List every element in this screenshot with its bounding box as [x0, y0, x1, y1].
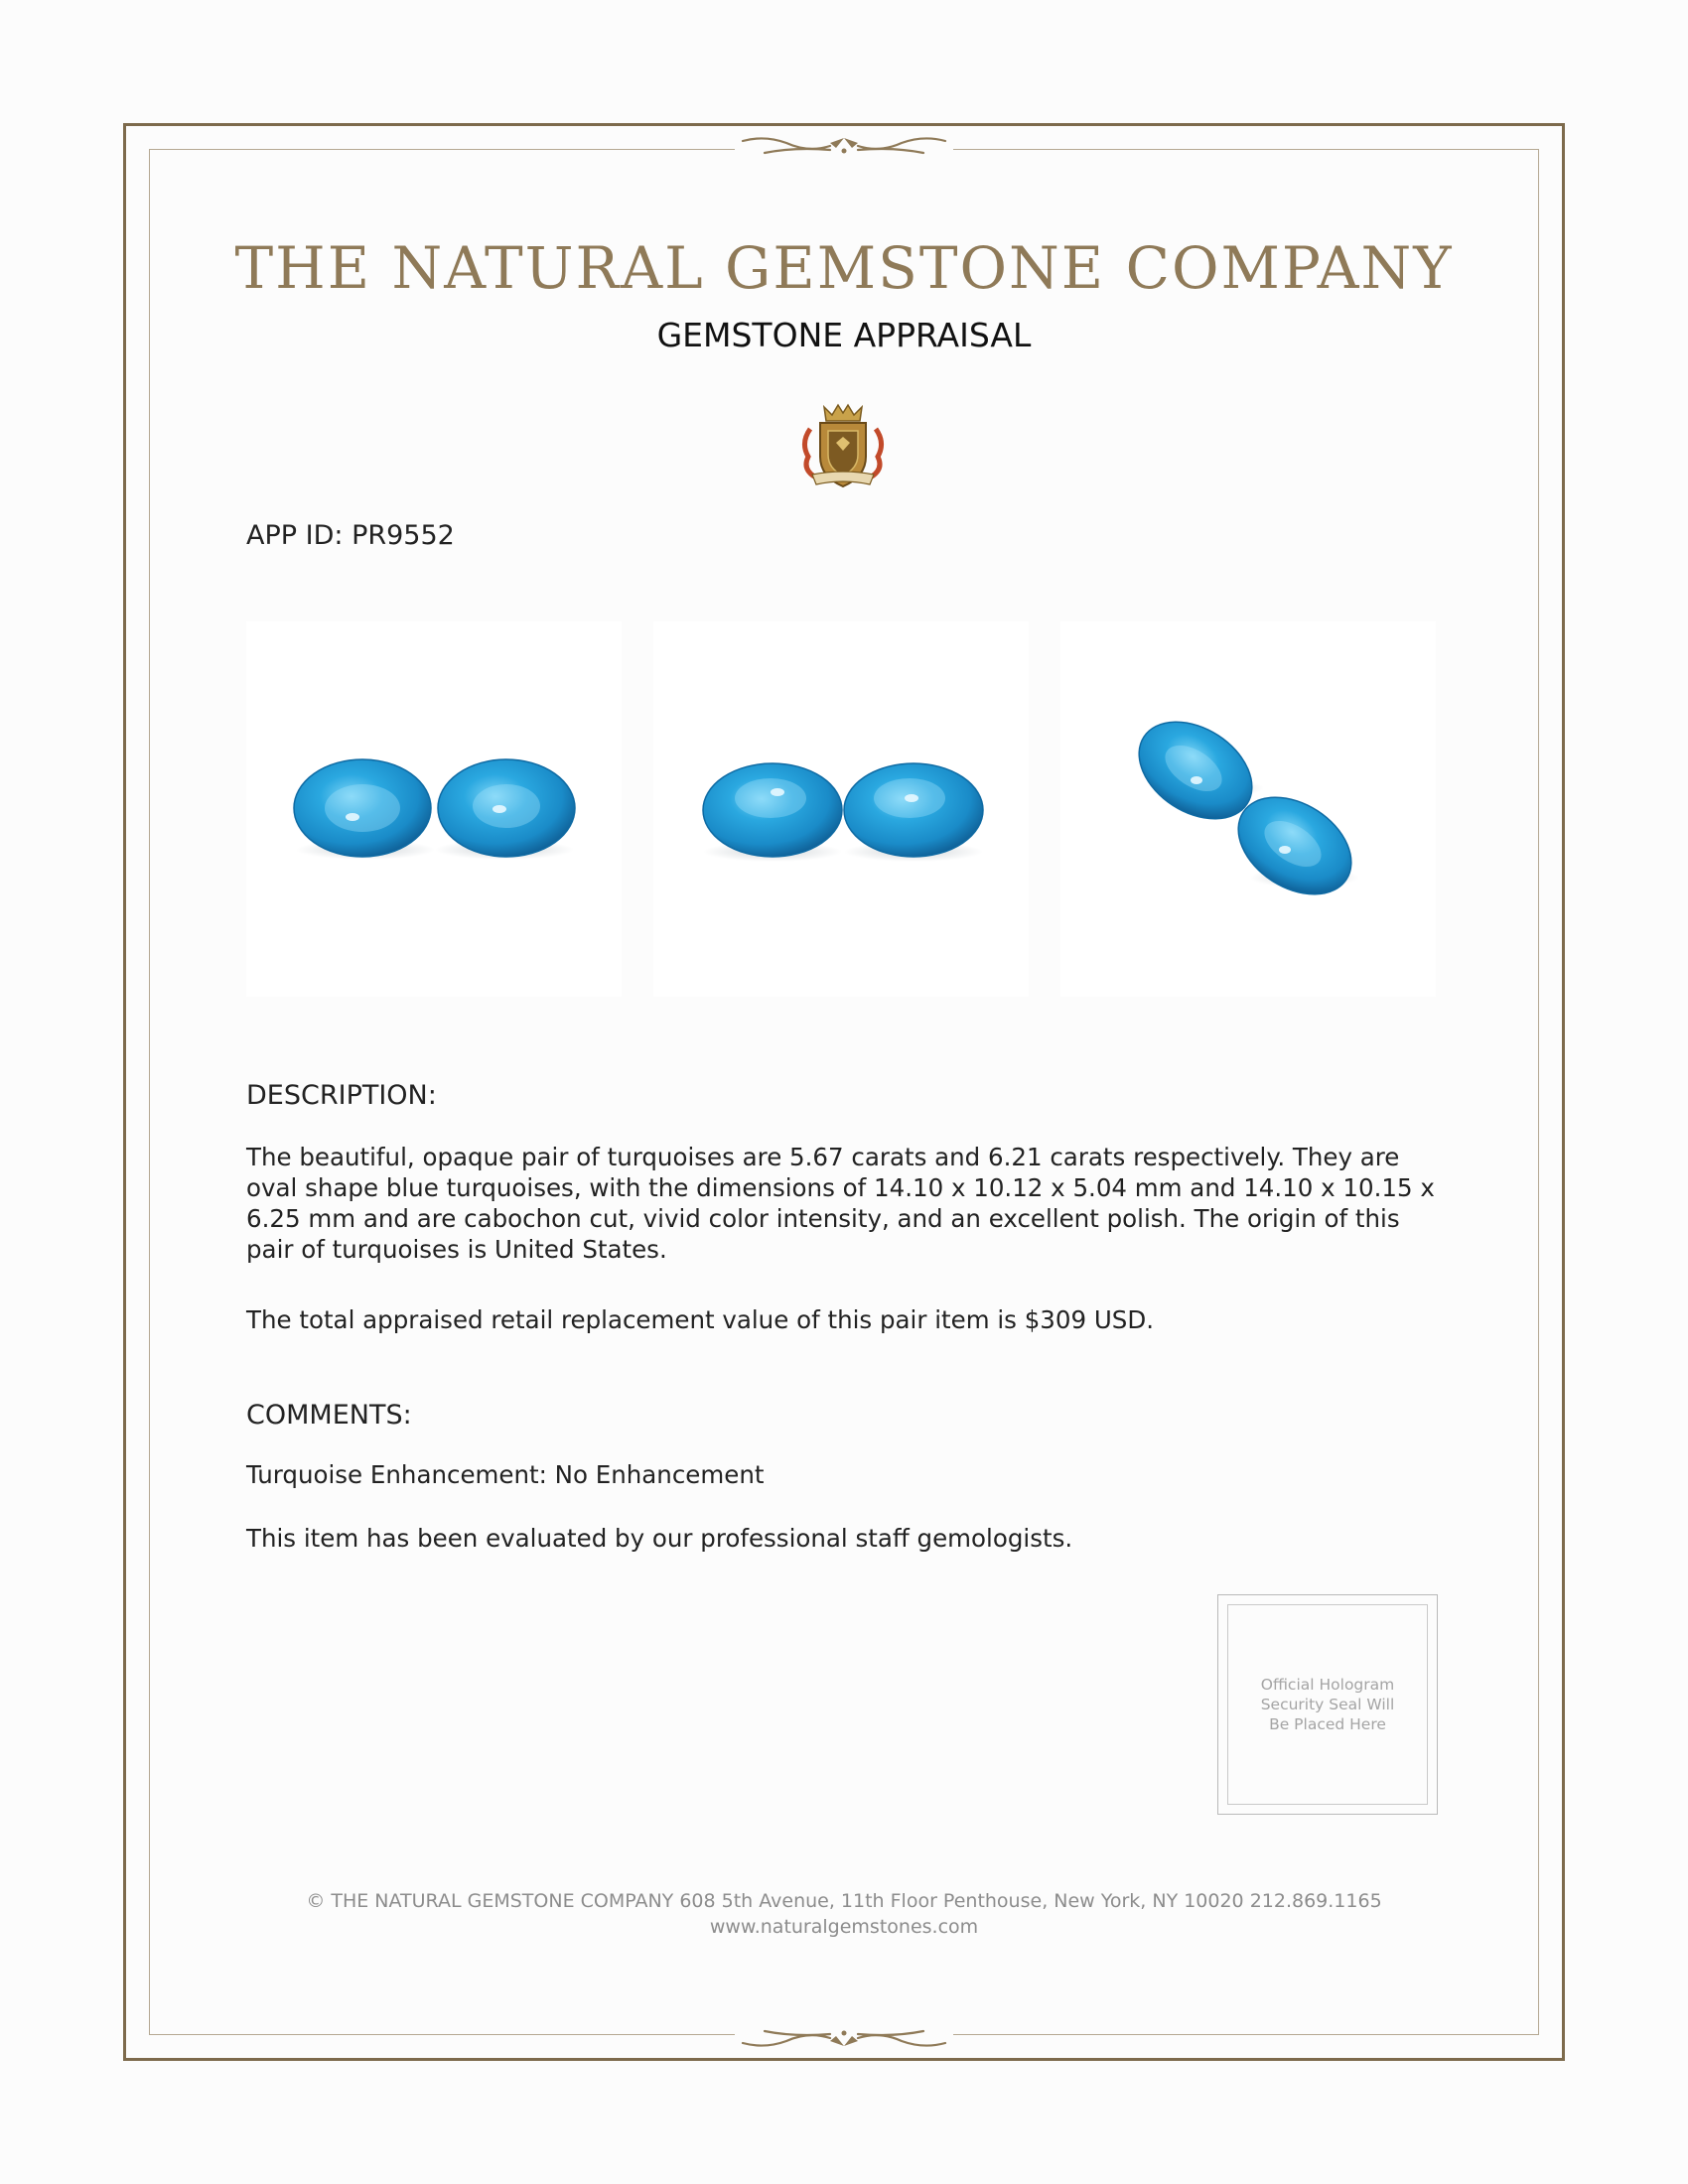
evaluation-comment: This item has been evaluated by our professional staff gemologists.: [246, 1524, 1073, 1553]
bottom-ornament-icon: [735, 2021, 953, 2051]
app-id: [246, 520, 455, 551]
description-heading: DESCRIPTION:: [246, 1080, 437, 1111]
enhancement-comment: Turquoise Enhancement: No Enhancement: [246, 1460, 765, 1489]
hologram-seal-text: Official Hologram Security Seal Will Be Placed Here: [1260, 1676, 1395, 1733]
top-ornament-icon: [735, 133, 953, 163]
document-title: GEMSTONE APPRAISAL: [656, 316, 1032, 354]
gemstone-photo-diagonal: [1060, 621, 1436, 997]
app-id-value: PR9552: [352, 520, 455, 551]
heraldic-crest-icon: [798, 399, 888, 494]
footer-address: © THE NATURAL GEMSTONE COMPANY 608 5th Avenue, 11th Floor Penthouse, New York, NY 10020 212.869.1165: [306, 1890, 1382, 1912]
hologram-seal-inner: [1227, 1604, 1428, 1805]
appraised-value-statement: The total appraised retail replacement value of this pair item is $309 USD.: [246, 1305, 1154, 1334]
footer-website: www.naturalgemstones.com: [709, 1916, 979, 1938]
comments-heading: COMMENTS:: [246, 1400, 412, 1431]
description-text: The beautiful, opaque pair of turquoises are 5.67 carats and 6.21 carats respectively. They are oval shape blue turquoises, with the dimensions of 14.10 x 10.12 x 5.04 mm and 14.10 x 10.15 x 6.25 mm and are cabochon cut, vivid color intensity, and an excellent polish. The origin of this pair of turquoises is United States.: [246, 1143, 1435, 1264]
company-name: THE NATURAL GEMSTONE COMPANY: [234, 234, 1454, 302]
gemstone-photo-angled: [653, 621, 1029, 997]
gemstone-photo-front: [246, 621, 622, 997]
app-id-label: APP ID:: [246, 520, 344, 551]
